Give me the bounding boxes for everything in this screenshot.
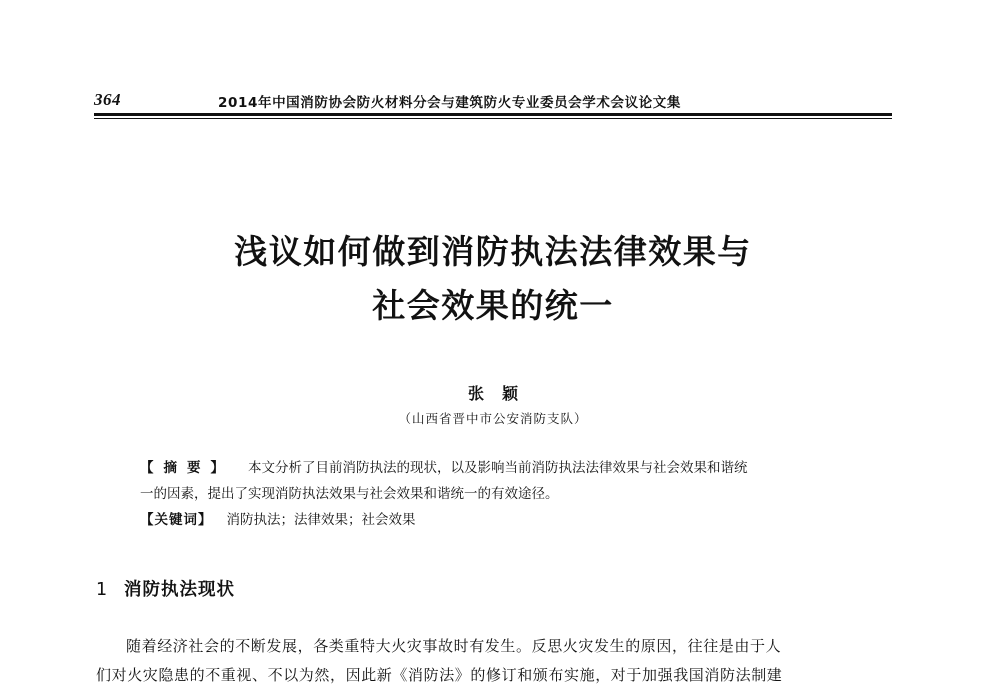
proceedings-title: 2014年中国消防协会防火材料分会与建筑防火专业委员会学术会议论文集 xyxy=(218,95,681,111)
abstract-text-1: 本文分析了目前消防执法的现状，以及影响当前消防执法法律效果与社会效果和谐统 xyxy=(248,460,748,476)
abstract-line-2: 一的因素，提出了实现消防执法效果与社会效果和谐统一的有效途径。 xyxy=(140,486,559,502)
keywords-text: 消防执法；法律效果；社会效果 xyxy=(226,512,416,528)
body-line-2: 们对火灾隐患的不重视、不以为然，因此新《消防法》的修订和颁布实施，对于加强我国消防法制建 xyxy=(96,666,783,684)
abstract-label: 【摘要】 xyxy=(140,460,234,476)
title-line-1: 浅议如何做到消防执法法律效果与 xyxy=(234,232,752,271)
header-rule-thin xyxy=(94,118,892,119)
abstract-line-1 xyxy=(140,455,870,481)
body-line-1: 随着经济社会的不断发展，各类重特大火灾事故时有发生。反思火灾发生的原因，往往是由于人 xyxy=(126,637,782,655)
body-paragraph xyxy=(96,632,896,690)
author-name: 张颖 xyxy=(467,384,536,403)
section-title: 消防执法现状 xyxy=(124,580,235,600)
article-title xyxy=(94,225,892,333)
keywords-label: 【关键词】 xyxy=(140,512,213,528)
page-number: 364 xyxy=(94,90,121,109)
running-header xyxy=(94,88,892,112)
title-line-2: 社会效果的统一 xyxy=(372,286,614,325)
section-heading xyxy=(96,576,235,601)
section-number: 1 xyxy=(96,580,109,600)
header-rule-thick xyxy=(94,113,892,116)
keywords-line xyxy=(140,507,870,533)
abstract-block xyxy=(140,455,870,533)
author-affiliation: （山西省晋中市公安消防支队） xyxy=(398,411,588,426)
